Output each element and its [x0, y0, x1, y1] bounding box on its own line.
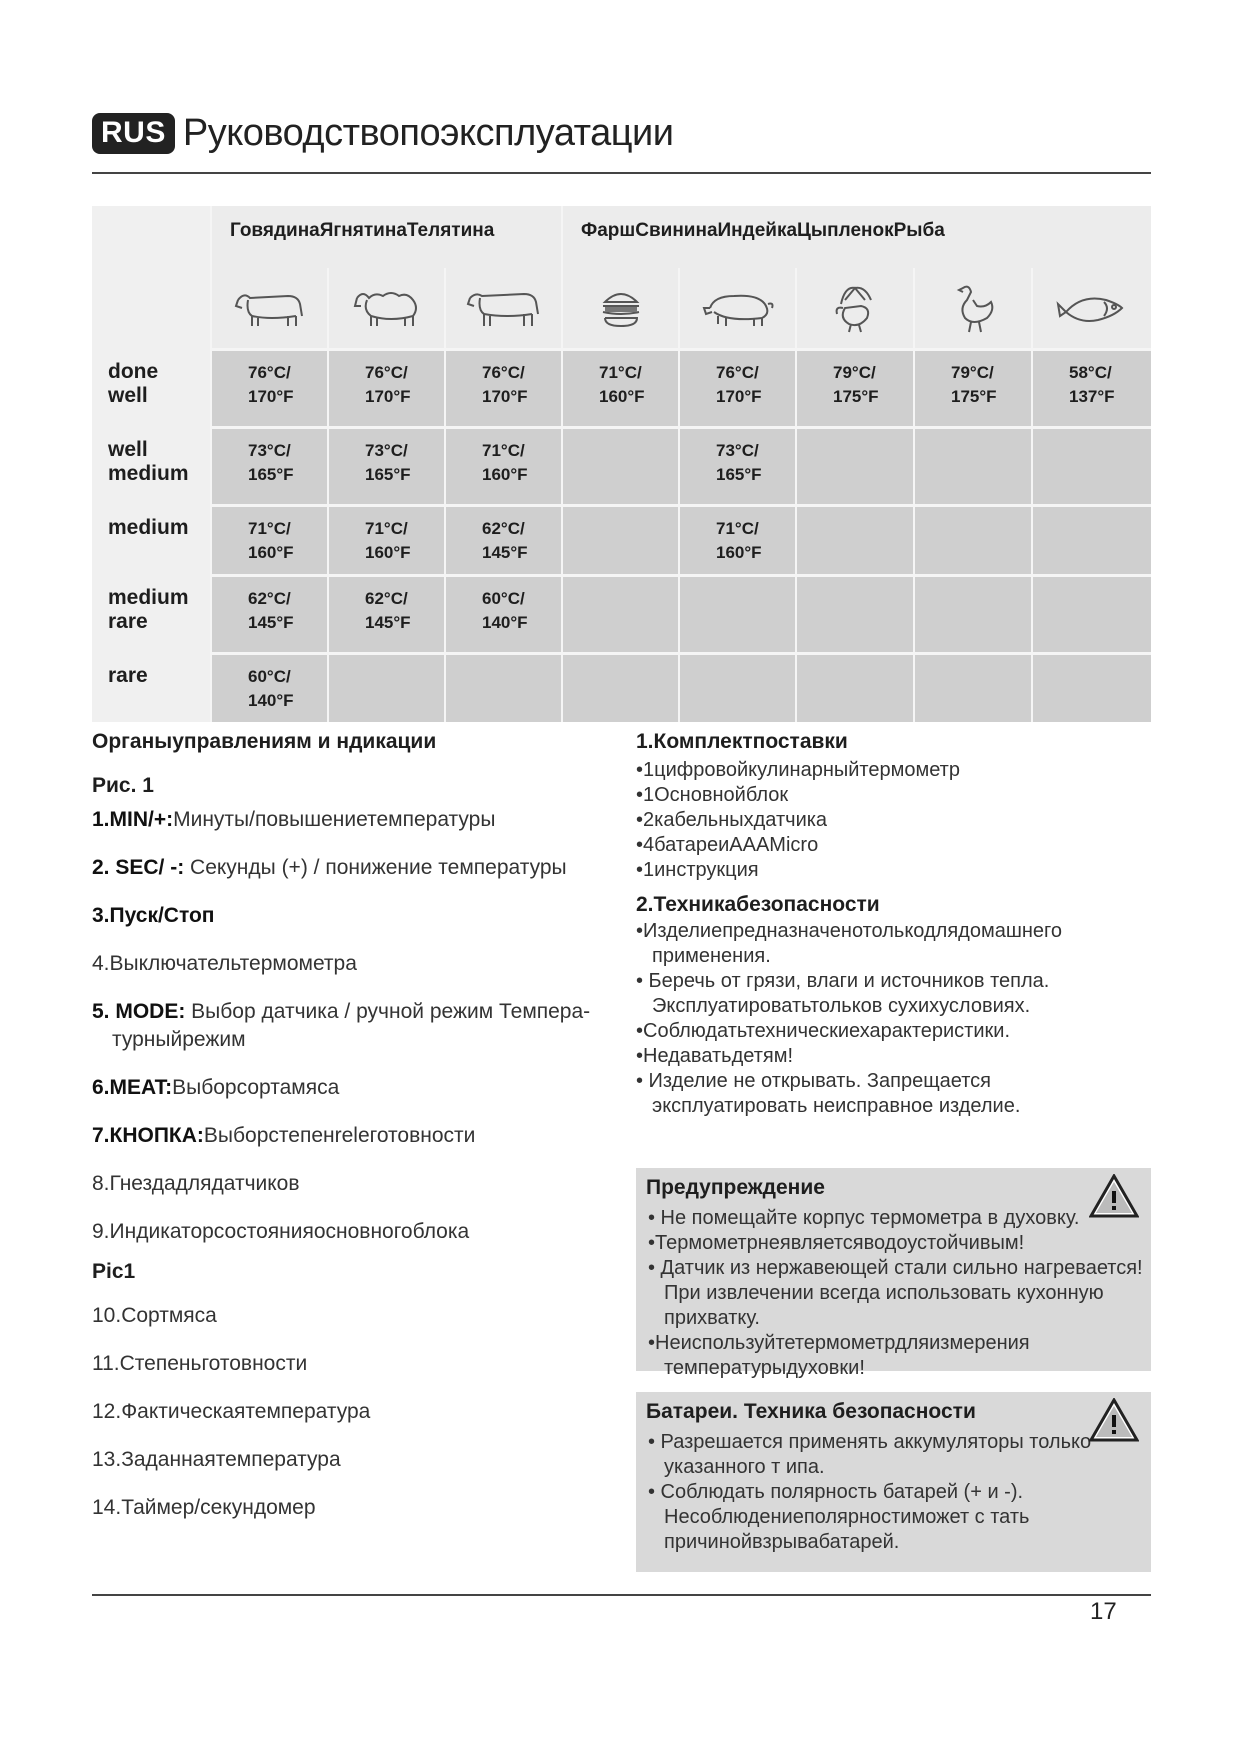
page-header	[92, 108, 674, 158]
doneness-label-line: done	[108, 360, 159, 383]
fahrenheit-value: 175°F	[833, 387, 879, 406]
turkey-icon	[797, 268, 913, 348]
control-key: 3.Пуск/Стоп	[92, 904, 215, 927]
temperature-cell	[444, 426, 561, 504]
celsius-value: 71°C/	[716, 519, 759, 538]
warning-title: Предупреждение	[646, 1176, 825, 1199]
fahrenheit-value: 140°F	[482, 613, 528, 632]
temperature-cell	[561, 348, 678, 426]
lamb-icon	[329, 268, 444, 348]
control-key: 5. MODE:	[92, 1000, 186, 1023]
temperature-cell	[678, 504, 795, 574]
chicken-icon	[915, 268, 1031, 348]
bullet-item: • Разрешается применять аккумуляторы только указанного т ипа.	[648, 1431, 1092, 1478]
celsius-value: 71°C/	[365, 519, 408, 538]
fahrenheit-value: 165°F	[365, 465, 411, 484]
celsius-value: 60°C/	[248, 667, 291, 686]
celsius-value: 58°C/	[1069, 363, 1112, 382]
control-item	[92, 1026, 612, 1054]
warning-triangle-icon	[1089, 1398, 1139, 1442]
temperature-cell	[327, 504, 444, 574]
fahrenheit-value: 165°F	[248, 465, 294, 484]
celsius-value: 71°C/	[599, 363, 642, 382]
info-section	[636, 730, 1151, 1119]
bullet-item: •1цифровойкулинарныйтермометр	[636, 759, 960, 781]
celsius-value: 62°C/	[365, 589, 408, 608]
table-row	[92, 348, 1151, 426]
delivery-title: 1.Комплектпоставки	[636, 730, 848, 753]
temperature-cell	[795, 348, 913, 426]
control-item	[92, 998, 612, 1026]
display-item: 10.Сортмяса	[92, 1304, 217, 1327]
table-row	[92, 652, 1151, 722]
temperature-cell	[327, 652, 444, 722]
temperature-cell	[678, 652, 795, 722]
temperature-cell	[210, 574, 327, 652]
temperature-cell	[561, 652, 678, 722]
control-description: 4.Выключательтермометра	[92, 952, 357, 975]
doneness-label	[92, 504, 210, 574]
fahrenheit-value: 170°F	[248, 387, 294, 406]
temperature-cell	[561, 574, 678, 652]
control-description: Выборстепенreleготовности	[203, 1124, 476, 1147]
bullet-item: •4батареиAAAMicro	[636, 834, 819, 856]
safety-title: 2.Техникабезопасности	[636, 893, 880, 916]
veal-icon	[446, 268, 561, 348]
doneness-label	[92, 348, 210, 426]
table-corner	[92, 206, 210, 348]
fahrenheit-value: 170°F	[482, 387, 528, 406]
control-description: Выборсортамяса	[172, 1076, 340, 1099]
control-description: Выбор датчика / ручной режим Темпера-	[185, 1000, 591, 1023]
temperature-cell	[327, 574, 444, 652]
control-key: 7.КНОПКА:	[92, 1124, 204, 1147]
temperature-cell	[678, 426, 795, 504]
controls-title: Органыуправлениям и ндикации	[92, 730, 437, 753]
burger-icon	[563, 268, 678, 348]
table-row	[92, 574, 1151, 652]
doneness-label-line: rare	[108, 664, 148, 687]
celsius-value: 60°C/	[482, 589, 525, 608]
battery-list	[636, 1430, 1151, 1555]
celsius-value: 79°C/	[833, 363, 876, 382]
bullet-item: •1инструкция	[636, 859, 759, 881]
control-description: Минуты/повышениетемпературы	[173, 808, 496, 831]
temperature-cell	[795, 504, 913, 574]
temperature-cell	[444, 504, 561, 574]
doneness-label-line: well	[108, 438, 148, 461]
fahrenheit-value: 170°F	[365, 387, 411, 406]
doneness-label	[92, 426, 210, 504]
warning-box	[636, 1168, 1151, 1379]
bullet-item: • Датчик из нержавеющей стали сильно нагревается! При извлечении всегда использовать кухонную прихватку.	[648, 1257, 1143, 1329]
bullet-item: •Неиспользуйтетермометрдляизмерения температурыдуховки!	[648, 1332, 1030, 1379]
control-key: 1.MIN/+:	[92, 808, 174, 831]
pork-icon	[680, 268, 795, 348]
fahrenheit-value: 175°F	[951, 387, 997, 406]
temperature-cell	[1031, 574, 1151, 652]
temperature-cell	[327, 348, 444, 426]
temperature-cell	[327, 426, 444, 504]
fish-icon	[1033, 268, 1151, 348]
doneness-label	[92, 652, 210, 722]
temperature-cell	[444, 348, 561, 426]
temperature-cell	[210, 504, 327, 574]
celsius-value: 71°C/	[482, 441, 525, 460]
doneness-label	[92, 574, 210, 652]
temperature-cell	[444, 652, 561, 722]
celsius-value: 76°C/	[482, 363, 525, 382]
celsius-value: 76°C/	[365, 363, 408, 382]
temperature-cell	[1031, 348, 1151, 426]
temperature-cell	[561, 504, 678, 574]
control-description: Секунды (+) / понижение температуры	[184, 856, 567, 879]
fahrenheit-value: 140°F	[248, 691, 294, 710]
delivery-list	[636, 758, 1151, 883]
temperature-cell	[913, 426, 1031, 504]
language-badge: RUS	[92, 113, 175, 154]
doneness-label-line: rare	[108, 610, 148, 633]
control-item	[92, 854, 612, 882]
celsius-value: 76°C/	[716, 363, 759, 382]
page-number: 17	[1090, 1598, 1117, 1625]
control-description: 8.Гнездадлядатчиков	[92, 1172, 300, 1195]
fahrenheit-value: 145°F	[365, 613, 411, 632]
temperature-cell	[678, 348, 795, 426]
temperature-cell	[913, 504, 1031, 574]
header-divider	[92, 172, 1151, 174]
temperature-cell	[1031, 652, 1151, 722]
celsius-value: 71°C/	[248, 519, 291, 538]
fahrenheit-value: 160°F	[716, 543, 762, 562]
celsius-value: 62°C/	[482, 519, 525, 538]
doneness-label-line: medium	[108, 586, 189, 609]
temperature-cell	[561, 426, 678, 504]
bullet-item: •1Основнойблок	[636, 784, 789, 806]
figure-1-label: Рис. 1	[92, 774, 154, 797]
display-item: 11.Степеньготовности	[92, 1352, 308, 1375]
safety-list	[636, 919, 1151, 1119]
bullet-item: • Соблюдать полярность батарей (+ и -). Несоблюдениеполярностиможет с тать причинойвзрывабатарей.	[648, 1481, 1030, 1553]
celsius-value: 79°C/	[951, 363, 994, 382]
control-item	[92, 1218, 612, 1246]
battery-box	[636, 1392, 1151, 1572]
control-item	[92, 1122, 612, 1150]
footer-divider	[92, 1594, 1151, 1596]
bullet-item: •Изделиепредназначенотолькодлядомашнего применения.	[636, 920, 1063, 967]
table-row	[92, 426, 1151, 504]
control-description: турныйрежим	[112, 1028, 246, 1051]
fahrenheit-value: 145°F	[248, 613, 294, 632]
temperature-cell	[210, 426, 327, 504]
pic1-label: Pic1	[92, 1260, 136, 1283]
controls-list	[92, 806, 612, 1246]
bullet-item: •2кабельныхдатчика	[636, 809, 828, 831]
control-item	[92, 806, 612, 834]
celsius-value: 76°C/	[248, 363, 291, 382]
control-item	[92, 902, 612, 930]
fahrenheit-value: 137°F	[1069, 387, 1115, 406]
doneness-label-line: well	[108, 384, 148, 407]
doneness-temperature-table	[92, 206, 1151, 722]
warning-list	[636, 1206, 1151, 1381]
temperature-cell	[795, 574, 913, 652]
display-item: 14.Таймер/секундомер	[92, 1496, 316, 1519]
meat-group-label-1: ГовядинаЯгнятинаТелятина	[230, 220, 495, 241]
controls-section	[92, 730, 612, 1522]
temperature-cell	[210, 652, 327, 722]
fahrenheit-value: 160°F	[599, 387, 645, 406]
celsius-value: 73°C/	[716, 441, 759, 460]
control-key: 6.MEAT:	[92, 1076, 173, 1099]
page-title: Руководствопоэксплуатации	[182, 111, 674, 154]
fahrenheit-value: 160°F	[248, 543, 294, 562]
celsius-value: 73°C/	[248, 441, 291, 460]
fahrenheit-value: 170°F	[716, 387, 762, 406]
battery-title: Батареи. Техника безопасности	[646, 1400, 976, 1423]
control-description: 9.Индикаторсостоянияосновногоблока	[92, 1220, 470, 1243]
bullet-item: • Не помещайте корпус термометра в духовку.	[648, 1207, 1080, 1229]
control-key: 2. SEC/ -:	[92, 856, 185, 879]
bullet-item: • Беречь от грязи, влаги и источников тепла. Эксплуатироватьтольков сухихусловиях.	[636, 970, 1050, 1017]
control-item	[92, 1074, 612, 1102]
bullet-item: • Изделие не открывать. Запрещается эксплуатировать неисправное изделие.	[636, 1070, 1021, 1117]
display-item: 12.Фактическаятемпература	[92, 1400, 371, 1423]
control-item	[92, 1170, 612, 1198]
temperature-cell	[913, 652, 1031, 722]
temperature-cell	[444, 574, 561, 652]
doneness-label-line: medium	[108, 516, 189, 539]
temperature-cell	[795, 652, 913, 722]
temperature-cell	[913, 348, 1031, 426]
beef-icon	[212, 268, 327, 348]
temperature-cell	[795, 426, 913, 504]
table-row	[92, 504, 1151, 574]
meat-group-label-2: ФаршСвининаИндейкаЦыпленокРыба	[581, 220, 945, 241]
display-item: 13.Заданнаятемпература	[92, 1448, 341, 1471]
fahrenheit-value: 165°F	[716, 465, 762, 484]
temperature-cell	[913, 574, 1031, 652]
celsius-value: 62°C/	[248, 589, 291, 608]
fahrenheit-value: 160°F	[365, 543, 411, 562]
doneness-label-line: medium	[108, 462, 189, 485]
control-item	[92, 950, 612, 978]
bullet-item: •Термометрнеявляетсяводоустойчивым!	[648, 1232, 1025, 1254]
temperature-cell	[678, 574, 795, 652]
warning-triangle-icon	[1089, 1174, 1139, 1218]
bullet-item: •Соблюдатьтехническиехарактеристики.	[636, 1020, 1010, 1042]
temperature-cell	[210, 348, 327, 426]
temperature-cell	[1031, 426, 1151, 504]
display-items-list	[92, 1302, 612, 1522]
fahrenheit-value: 160°F	[482, 465, 528, 484]
bullet-item: •Недаватьдетям!	[636, 1045, 794, 1067]
celsius-value: 73°C/	[365, 441, 408, 460]
temperature-cell	[1031, 504, 1151, 574]
fahrenheit-value: 145°F	[482, 543, 528, 562]
